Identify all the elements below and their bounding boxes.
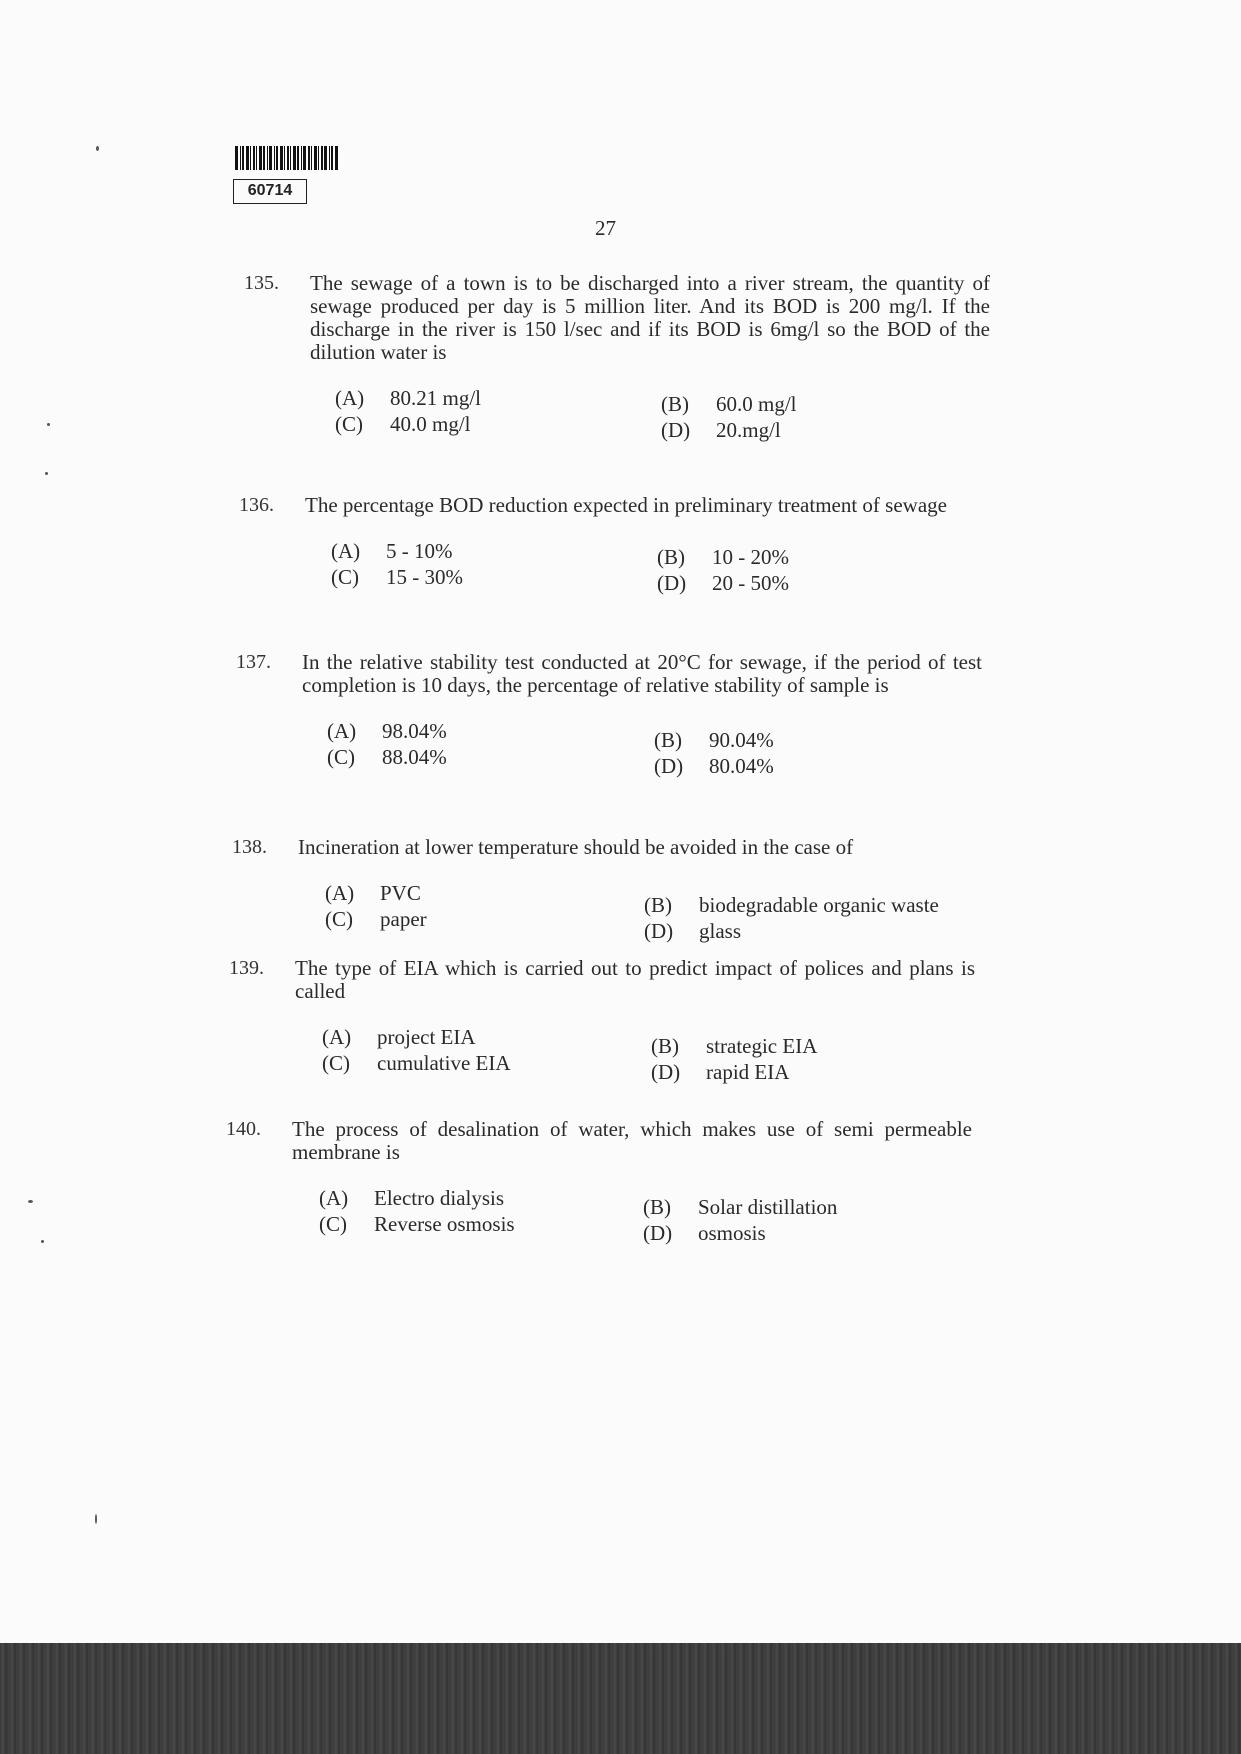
option-b: (B) 60.0 mg/l xyxy=(661,392,797,416)
options xyxy=(305,539,985,595)
question-text: The percentage BOD reduction expected in preliminary treatment of sewage xyxy=(305,493,947,517)
question-135 xyxy=(244,271,990,442)
scan-speck xyxy=(45,472,48,475)
scan-speck xyxy=(95,1514,97,1524)
option-c: (C) 40.0 mg/l xyxy=(335,412,471,436)
question-138 xyxy=(232,835,978,943)
question-136 xyxy=(239,493,985,595)
options xyxy=(295,1025,975,1084)
option-d: (D) glass xyxy=(644,919,741,943)
option-a: (A) PVC xyxy=(325,881,421,905)
option-b: (B) strategic EIA xyxy=(651,1034,818,1058)
option-a: (A) Electro dialysis xyxy=(319,1186,505,1210)
option-d: (D) 20.mg/l xyxy=(661,418,781,442)
question-text: The type of EIA which is carried out to predict impact of polices and plans is called xyxy=(295,956,975,1003)
scan-speck xyxy=(28,1200,33,1203)
options xyxy=(292,1186,972,1245)
question-number: 135. xyxy=(244,272,279,294)
option-c: (C) cumulative EIA xyxy=(322,1051,511,1075)
scanner-background xyxy=(0,1643,1241,1754)
option-b: (B) 90.04% xyxy=(654,728,774,752)
option-c: (C) 15 - 30% xyxy=(331,565,463,589)
question-text: The sewage of a town is to be discharged into a river stream, the quantity of sewage produced per day is 5 million liter. And its BOD is 200 mg/l. If the discharge in the river is 150 l/sec and if its BOD is 6mg/l so the BOD of the dilution water is xyxy=(310,271,990,364)
question-number: 140. xyxy=(226,1118,261,1140)
option-b: (B) Solar distillation xyxy=(643,1195,838,1219)
question-140 xyxy=(226,1117,972,1245)
option-c: (C) 88.04% xyxy=(327,745,447,769)
page-number: 27 xyxy=(595,216,616,240)
paper-code: 60714 xyxy=(233,179,307,204)
option-d: (D) 20 - 50% xyxy=(657,571,789,595)
option-a: (A) 98.04% xyxy=(327,719,447,743)
option-a: (A) 5 - 10% xyxy=(331,539,453,563)
option-c: (C) Reverse osmosis xyxy=(319,1212,515,1236)
option-a: (A) 80.21 mg/l xyxy=(335,386,482,410)
option-a: (A) project EIA xyxy=(322,1025,476,1049)
question-number: 138. xyxy=(232,836,267,858)
question-text: Incineration at lower temperature should be avoided in the case of xyxy=(298,835,854,859)
option-d: (D) 80.04% xyxy=(654,754,774,778)
barcode xyxy=(235,146,365,170)
question-number: 137. xyxy=(236,651,271,673)
question-number: 139. xyxy=(229,957,264,979)
option-d: (D) rapid EIA xyxy=(651,1060,790,1084)
options xyxy=(310,386,990,442)
option-d: (D) osmosis xyxy=(643,1221,766,1245)
question-137 xyxy=(236,650,982,778)
option-b: (B) biodegradable organic waste xyxy=(644,893,939,917)
option-b: (B) 10 - 20% xyxy=(657,545,789,569)
scan-speck xyxy=(47,423,50,426)
scan-speck xyxy=(41,1240,44,1243)
question-text: The process of desalination of water, which makes use of semi permeable membrane is xyxy=(292,1117,972,1164)
question-number: 136. xyxy=(239,494,274,516)
option-c: (C) paper xyxy=(325,907,427,931)
options xyxy=(298,881,978,943)
question-text: In the relative stability test conducted at 20°C for sewage, if the period of test completion is 10 days, the percentage of relative stability of sample is xyxy=(302,650,982,697)
options xyxy=(302,719,982,778)
scan-speck xyxy=(96,146,99,151)
question-139 xyxy=(229,956,975,1084)
